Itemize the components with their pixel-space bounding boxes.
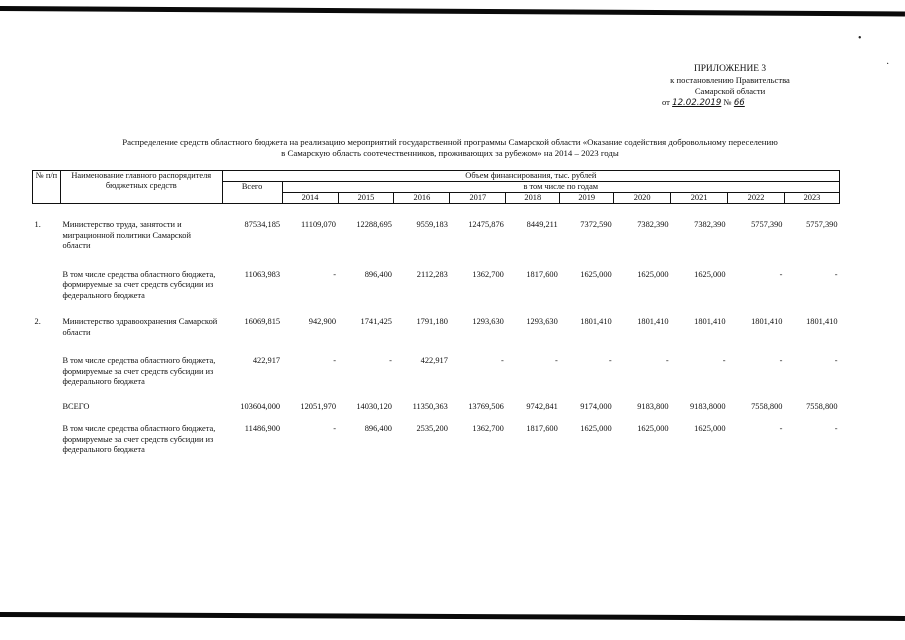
handwritten-number: 66 (733, 98, 745, 108)
row-year-value: 7558,800 (806, 401, 838, 411)
table-row (33, 220, 840, 252)
header-year: 2018 (506, 193, 560, 204)
header-funding: Объем финансирования, тыс. рублей (222, 171, 839, 182)
row-year-value: 9742,841 (526, 401, 558, 411)
table-row (33, 424, 840, 456)
row-year-value: - (608, 356, 612, 365)
row-year-value: 14030,120 (356, 401, 392, 411)
row-year-value: 5757,390 (806, 220, 838, 229)
row-name: В том числе средства областного бюджета, формируемые за счет средств субсидии из федерального бюджета (62, 269, 216, 300)
row-spacer (33, 412, 840, 424)
row-year-value: 1817,600 (526, 269, 558, 279)
header-year: 2015 (338, 193, 394, 204)
row-spacer (33, 338, 840, 356)
row-name: В том числе средства областного бюджета, формируемые за счет средств субсидии из федерального бюджета (62, 356, 216, 386)
row-year-value: 11109,070 (301, 220, 336, 229)
row-year-value: 422,917 (420, 356, 448, 365)
row-year-value: - (389, 356, 392, 365)
row-year-value: 2535,200 (416, 424, 448, 433)
row-index (33, 270, 61, 302)
table-body (33, 204, 840, 456)
row-year-value: - (779, 356, 783, 365)
header-year: 2022 (728, 193, 785, 204)
scan-speck: · (886, 59, 890, 70)
row-name: ВСЕГО (62, 401, 90, 411)
row-total-value: 103604,000 (240, 401, 281, 411)
document-title-line: в Самарскую область соотечественников, проживающих за рубежом» на 2014 – 2023 годы (281, 148, 619, 158)
header-name: Наименование главного распорядителя бюджетных средств (60, 171, 222, 204)
document-title-line: Распределение средств областного бюджета на реализацию мероприятий государственной программы Самарской области «Оказание содействия добровольному переселению (122, 137, 778, 147)
row-year-value: 7372,590 (580, 220, 612, 229)
header-total: Всего (222, 182, 282, 204)
row-year-value: 9183,800 (637, 401, 669, 411)
row-year-value: 1801,410 (580, 317, 612, 326)
row-year-value: - (834, 356, 838, 365)
table-row (33, 402, 840, 413)
row-year-value: 1625,000 (694, 269, 726, 279)
row-spacer (33, 204, 840, 221)
header-year: 2023 (784, 193, 839, 204)
header-year: 2019 (560, 193, 614, 204)
row-name: В том числе средства областного бюджета, формируемые за счет средств субсидии из федерального бюджета (62, 424, 216, 454)
row-year-value: 5757,390 (751, 220, 783, 229)
row-year-value: - (333, 356, 336, 365)
row-name: Министерство труда, занятости и миграционной политики Самарской области (62, 220, 191, 250)
row-index: 2. (34, 317, 41, 326)
header-num: № п/п (33, 171, 61, 204)
row-year-value: - (333, 269, 336, 279)
scan-border-bottom (0, 612, 905, 621)
row-year-value: 1625,000 (637, 269, 669, 279)
row-name: Министерство здравоохранения Самарской области (62, 317, 218, 337)
header-year: 2020 (614, 193, 671, 204)
row-year-value: 896,400 (364, 269, 392, 279)
row-total-value: 87534,185 (244, 220, 281, 229)
row-year-value: 1625,000 (580, 269, 612, 279)
appendix-date-line (640, 97, 820, 109)
scan-border-top (0, 6, 905, 17)
row-year-value: - (834, 269, 838, 279)
row-year-value: 1791,180 (416, 317, 448, 326)
budget-table (32, 170, 840, 456)
table-row (33, 270, 840, 302)
row-spacer (33, 301, 840, 317)
row-year-value: - (554, 356, 558, 365)
table-row (33, 356, 840, 388)
appendix-block (640, 64, 820, 109)
row-year-value: 13769,506 (468, 401, 504, 411)
row-year-value: - (779, 424, 783, 433)
row-spacer (33, 388, 840, 402)
row-year-value: 9183,8000 (689, 401, 726, 411)
appendix-line: Самарской области (694, 86, 766, 96)
row-total-value: 422,917 (252, 356, 281, 365)
row-index (33, 402, 61, 413)
row-year-value: 12475,876 (468, 220, 504, 229)
row-year-value: - (665, 356, 669, 365)
row-year-value: 942,900 (308, 317, 336, 326)
row-year-value: 9174,000 (580, 401, 612, 411)
row-total-value: 16069,815 (244, 317, 281, 326)
row-index (33, 356, 61, 388)
row-year-value: - (333, 424, 336, 433)
appendix-line: к постановлению Правительства (670, 75, 790, 85)
row-year-value: 1625,000 (637, 424, 669, 433)
row-year-value: 1741,425 (360, 317, 392, 326)
date-prefix: от (662, 97, 670, 107)
row-total-value: 11063,983 (244, 269, 281, 279)
row-year-value: - (501, 356, 504, 365)
row-year-value: 7558,800 (751, 401, 783, 411)
header-year: 2016 (394, 193, 450, 204)
row-year-value: 1817,600 (526, 424, 558, 433)
header-by-years: в том числе по годам (282, 182, 839, 193)
row-year-value: 12288,695 (356, 220, 392, 229)
header-year: 2014 (282, 193, 338, 204)
row-year-value: - (722, 356, 726, 365)
row-year-value: 8449,211 (526, 220, 558, 229)
number-prefix: № (723, 97, 732, 107)
row-spacer (33, 252, 840, 270)
row-total-value: 11486,900 (244, 424, 281, 433)
row-year-value: 1362,700 (472, 269, 504, 279)
row-year-value: 1362,700 (472, 424, 504, 433)
row-year-value: 11350,363 (412, 401, 448, 411)
handwritten-date: 12.02.2019 (672, 98, 722, 108)
row-index: 1. (34, 220, 41, 229)
row-year-value: 7382,390 (694, 220, 726, 229)
row-year-value: 1801,410 (694, 317, 726, 326)
row-year-value: 1625,000 (580, 424, 612, 433)
row-year-value: 896,400 (364, 424, 392, 433)
row-year-value: 1293,630 (526, 317, 558, 326)
row-year-value: - (834, 424, 838, 433)
appendix-title: ПРИЛОЖЕНИЕ 3 (693, 64, 767, 74)
row-year-value: 1801,410 (637, 317, 669, 326)
row-year-value: 2112,283 (416, 269, 448, 279)
row-year-value: 9559,183 (416, 220, 448, 229)
row-year-value: 7382,390 (637, 220, 669, 229)
header-year: 2021 (671, 193, 728, 204)
header-year: 2017 (450, 193, 506, 204)
row-year-value: 1293,630 (472, 317, 504, 326)
row-index (33, 424, 61, 456)
row-year-value: 12051,970 (300, 401, 336, 411)
row-year-value: 1625,000 (694, 424, 726, 433)
row-year-value: - (779, 269, 783, 279)
table-row (33, 317, 840, 338)
row-year-value: 1801,410 (806, 317, 838, 326)
document-title (40, 137, 860, 159)
row-year-value: 1801,410 (751, 317, 783, 326)
scan-speck: • (858, 33, 862, 44)
